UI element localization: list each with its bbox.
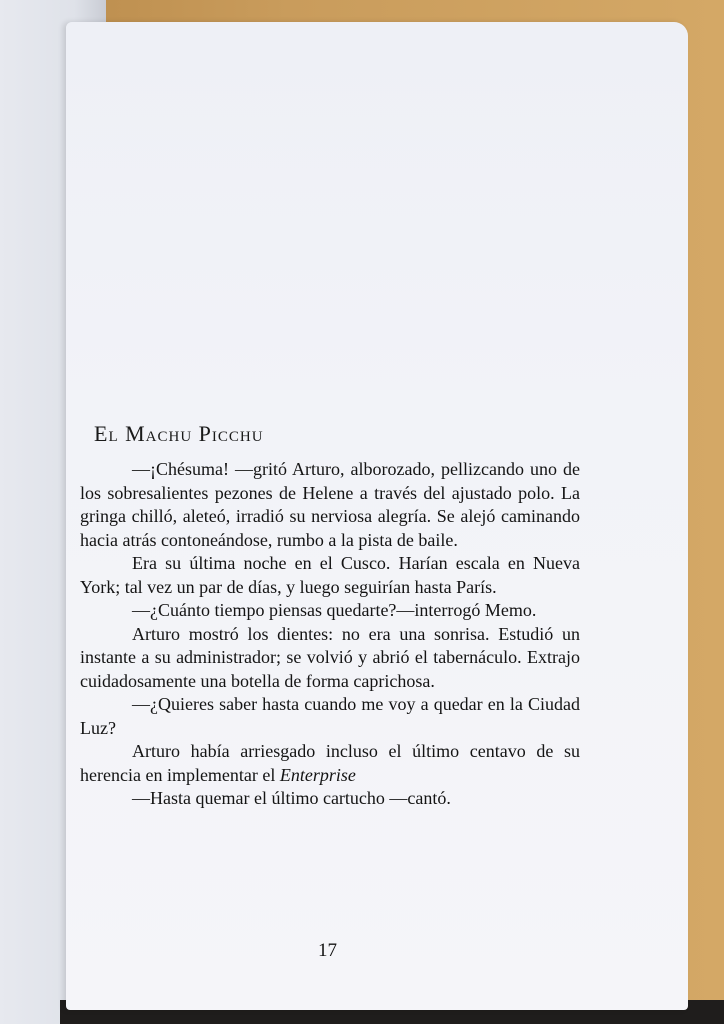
chapter-title: El Machu Picchu xyxy=(94,421,264,446)
paragraph-3: —¿Cuánto tiempo piensas quedarte?—interrogó Memo. xyxy=(132,600,537,620)
paragraph-5: —¿Quieres saber hasta cuando me voy a quedar en la Ciudad Luz? xyxy=(80,694,580,738)
paragraph-1: —¡Chésuma! —gritó Arturo, alborozado, pellizcando uno de los sobresalientes pezones de Helene a través del ajustado polo. La gringa chilló, aleteó, irradió su nerviosa alegría. Se alejó caminando hacia atrás contoneándose, rumbo a la pista de baile. xyxy=(80,459,580,550)
enterprise-emphasis: Enterprise xyxy=(279,764,356,785)
paragraph-4: Arturo mostró los dientes: no era una sonrisa. Estudió un instante a su administrador; se volvió y abrió el tabernáculo. Extrajo cuidadosamente una botella de forma caprichosa. xyxy=(80,623,580,691)
page-number: 17 xyxy=(318,940,337,961)
paragraph-6 xyxy=(80,740,580,787)
paragraph-2: Era su última noche en el Cusco. Harían escala en Nueva York; tal vez un par de días, y luego seguirían hasta París. xyxy=(80,553,580,597)
paragraph-7: —Hasta quemar el último cartucho —cantó. xyxy=(132,788,451,808)
body-text xyxy=(80,458,580,811)
paragraph-6-text: Arturo había arriesgado incluso el último centavo de su herencia en implementar el xyxy=(80,741,580,785)
